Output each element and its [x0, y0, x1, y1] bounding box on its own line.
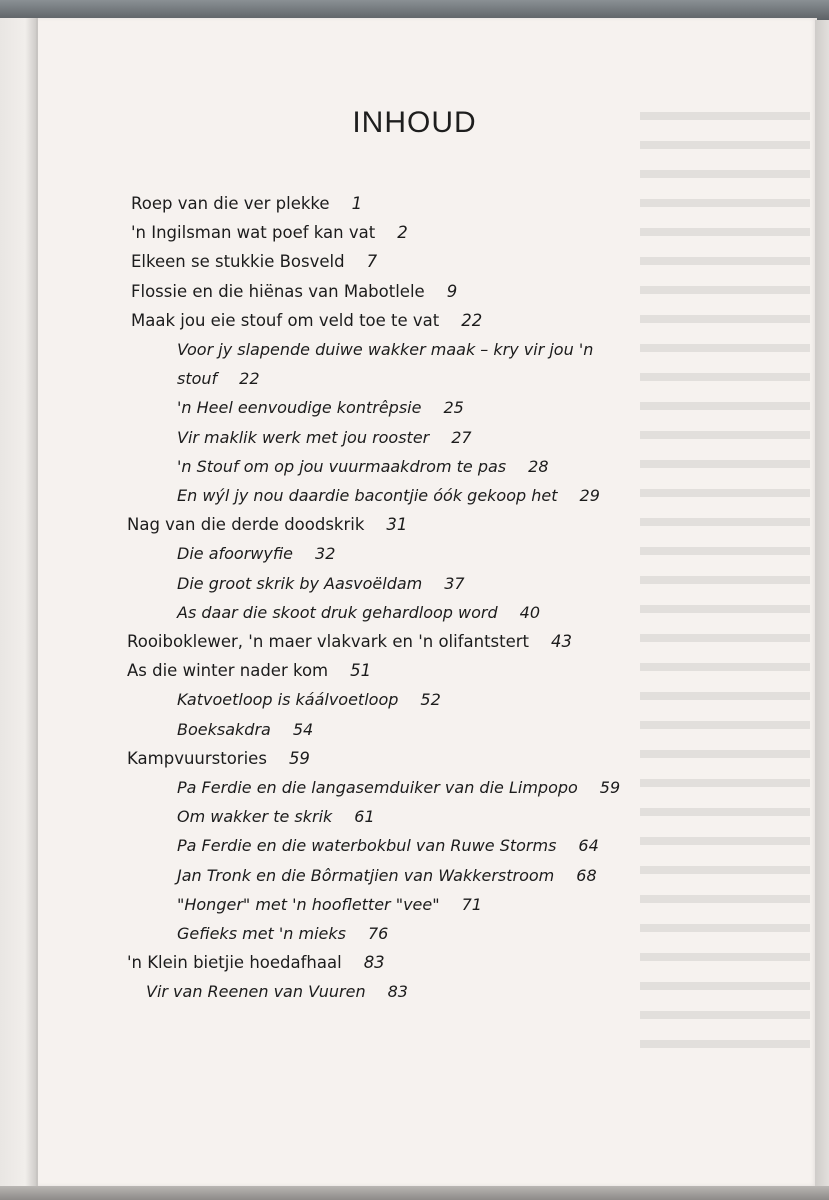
- toc-entry: [177, 864, 597, 888]
- page-title: INHOUD: [352, 106, 477, 139]
- toc-entry-page-number: 59: [599, 778, 621, 797]
- toc-entry: [131, 280, 457, 304]
- toc-entry-title: 'n Ingilsman wat poef kan vat: [131, 223, 376, 243]
- toc-entry: [177, 426, 472, 450]
- toc-entry-title: "Honger" met 'n hoofletter "vee": [177, 894, 440, 914]
- scanner-bottom-edge: [0, 1186, 829, 1200]
- toc-entry-title: As daar die skoot druk gehardloop word: [177, 602, 498, 622]
- toc-entry-page-number: 28: [528, 456, 549, 476]
- toc-entry-title: 'n Stouf om op jou vuurmaakdrom te pas: [177, 456, 507, 476]
- toc-entry-title: Elkeen se stukkie Bosveld: [131, 252, 345, 272]
- toc-entry: [177, 455, 549, 479]
- toc-entry-title: stouf: [177, 369, 218, 389]
- toc-entry-page-number: 51: [350, 661, 372, 681]
- toc-entry-title: Pa Ferdie en die waterbokbul van Ruwe Storms: [177, 836, 557, 856]
- toc-entry: [131, 250, 377, 274]
- toc-entry: [177, 542, 335, 566]
- toc-entry-title: Maak jou eie stouf om veld toe te vat: [131, 310, 440, 330]
- toc-entry: [127, 659, 371, 683]
- toc-entry: [131, 192, 362, 216]
- toc-entry-page-number: 61: [354, 807, 375, 827]
- toc-entry: [177, 922, 388, 946]
- toc-entry: [177, 893, 482, 917]
- toc-entry-title: Vir van Reenen van Vuuren: [146, 982, 366, 1002]
- toc-entry-title: As die winter nader kom: [127, 661, 329, 681]
- page-right-edge: [815, 20, 829, 1186]
- toc-entry-page-number: 9: [446, 281, 458, 301]
- toc-entry-title: Pa Ferdie en die langasemduiker van die Limpopo: [177, 778, 578, 797]
- toc-entry-page-number: 59: [288, 748, 310, 768]
- toc-entry: [127, 747, 310, 771]
- toc-entry-page-number: 40: [519, 602, 541, 622]
- toc-entry-page-number: 68: [576, 865, 597, 885]
- toc-entry-title: Rooiboklewer, 'n maer vlakvark en 'n olifantstert: [127, 632, 530, 651]
- toc-entry-title: Vir maklik werk met jou rooster: [177, 427, 430, 447]
- toc-entry-page-number: 27: [451, 427, 472, 447]
- toc-entry-title: Jan Tronk en die Bôrmatjien van Wakkerstroom: [177, 865, 555, 885]
- toc-entry-page-number: 71: [461, 894, 482, 914]
- toc-entry: [177, 367, 260, 391]
- bleed-through-text: [640, 112, 810, 1062]
- toc-entry: [177, 834, 599, 858]
- toc-entry: [177, 688, 441, 712]
- toc-entry-page-number: 32: [315, 544, 336, 564]
- toc-entry-page-number: 29: [579, 486, 600, 505]
- toc-entry-title: Kampvuurstories: [127, 748, 267, 768]
- toc-entry: [177, 572, 465, 596]
- toc-entry: [177, 805, 375, 829]
- toc-entry-title: Roep van die ver plekke: [131, 194, 330, 213]
- toc-entry: [177, 601, 540, 625]
- toc-entry-page-number: 1: [351, 194, 363, 213]
- toc-entry: [177, 776, 620, 800]
- toc-entry-title: Boeksakdra: [177, 719, 271, 739]
- toc-entry-title: Die groot skrik by Aasvoëldam: [177, 573, 423, 593]
- toc-entry: [127, 951, 385, 975]
- toc-entry-page-number: 83: [363, 953, 385, 973]
- toc-entry-title: 'n Klein bietjie hoedafhaal: [127, 953, 342, 973]
- toc-entry-title: Om wakker te skrik: [177, 807, 333, 827]
- toc-entry-page-number: 64: [578, 836, 599, 856]
- toc-entry-title: Voor jy slapende duiwe wakker maak – kry vir jou 'n: [177, 340, 594, 359]
- toc-entry: [127, 630, 572, 654]
- toc-entry-page-number: 76: [368, 924, 389, 943]
- toc-entry-page-number: 7: [366, 252, 378, 272]
- toc-entry-page-number: 37: [444, 573, 465, 593]
- toc-entry: [177, 338, 593, 362]
- toc-entry-page-number: 54: [292, 719, 314, 739]
- toc-entry-title: En wýl jy nou daardie bacontjie óók gekoop het: [177, 486, 558, 505]
- toc-entry: [131, 221, 408, 245]
- toc-entry: [146, 980, 408, 1004]
- toc-entry-page-number: 52: [420, 690, 441, 710]
- toc-entry-page-number: 31: [386, 515, 408, 535]
- toc-entry-title: Nag van die derde doodskrik: [127, 515, 365, 535]
- facing-page-edge: [0, 18, 36, 1186]
- toc-entry-title: Katvoetloop is káálvoetloop: [177, 690, 399, 710]
- toc-entry: [127, 513, 407, 537]
- toc-entry-page-number: 25: [443, 398, 464, 418]
- toc-entry-title: 'n Heel eenvoudige kontrêpsie: [177, 398, 422, 418]
- toc-entry-title: Flossie en die hiënas van Mabotlele: [131, 281, 425, 301]
- toc-entry-page-number: 43: [551, 632, 573, 651]
- toc-entry-page-number: 83: [387, 982, 408, 1002]
- toc-entry-page-number: 2: [397, 223, 408, 243]
- toc-entry: [177, 484, 600, 508]
- scanner-top-edge: [0, 0, 829, 20]
- toc-entry-title: Gefieks met 'n mieks: [177, 924, 346, 943]
- toc-entry: [131, 309, 482, 333]
- toc-entry-page-number: 22: [239, 369, 260, 389]
- toc-entry-page-number: 22: [461, 310, 483, 330]
- toc-entry: [177, 718, 313, 742]
- toc-entry: [177, 396, 464, 420]
- toc-entry-title: Die afoorwyfie: [177, 544, 294, 564]
